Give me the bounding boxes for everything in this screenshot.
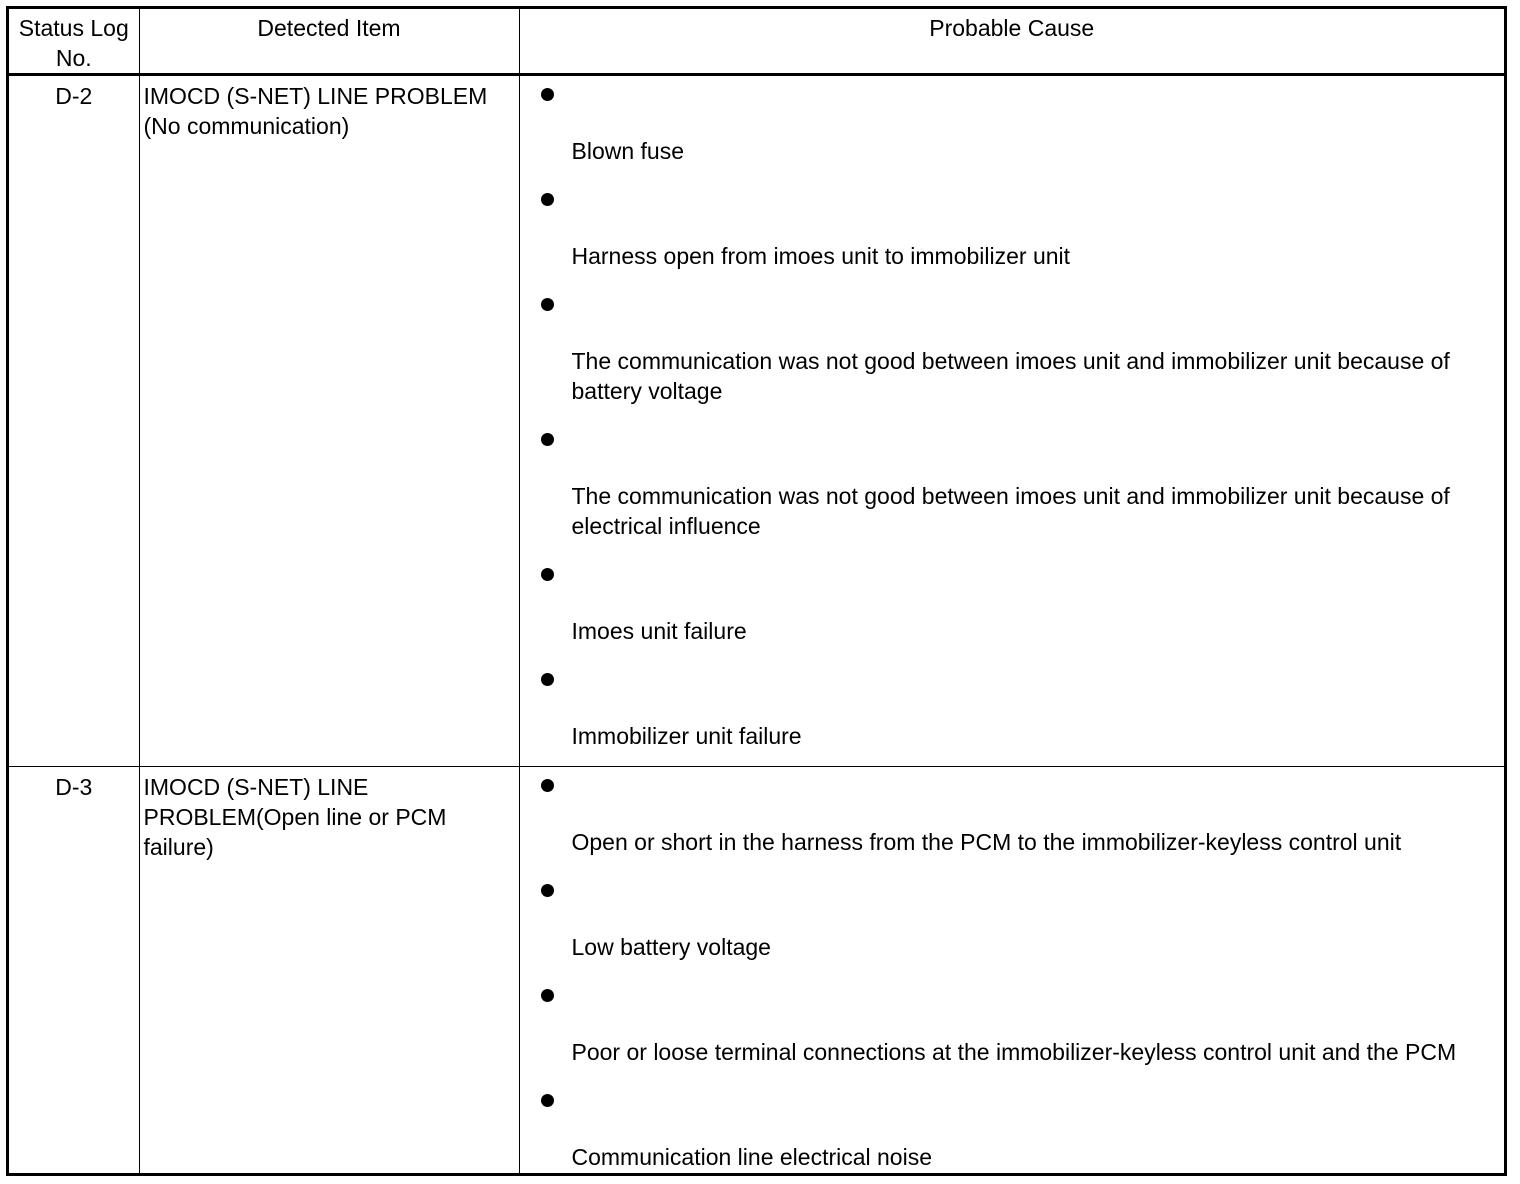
cause-text: Poor or loose terminal connections at the immobilizer-keyless control unit and the PCM <box>571 1039 1457 1065</box>
bullet-icon <box>541 298 554 311</box>
cause-text: Low battery voltage <box>571 934 771 960</box>
cause-item <box>520 767 1505 872</box>
bullet-icon <box>541 433 554 446</box>
header-status-log-no: Status Log No. <box>9 9 139 75</box>
cause-list <box>520 767 1505 1176</box>
cause-list <box>520 76 1505 766</box>
cause-item <box>520 76 1505 181</box>
cause-text: Communication line electrical noise <box>571 1144 932 1170</box>
status-log-no-cell: D-2 <box>9 75 139 767</box>
bullet-icon <box>541 673 554 686</box>
header-probable-cause: Probable Cause <box>519 9 1504 75</box>
cause-text: The communication was not good between imoes unit and immobilizer unit because of battery voltage <box>571 348 1450 404</box>
cause-text: Open or short in the harness from the PCM to the immobilizer-keyless control unit <box>571 829 1402 855</box>
cause-item <box>520 181 1505 286</box>
detected-item-cell: IMOCD (S-NET) LINE PROBLEM (No communication) <box>139 75 519 767</box>
cause-item <box>520 1082 1505 1176</box>
cause-item <box>520 977 1505 1082</box>
probable-cause-cell <box>519 75 1504 767</box>
cause-item <box>520 286 1505 421</box>
bullet-icon <box>541 779 554 792</box>
bullet-icon <box>541 989 554 1002</box>
cause-item <box>520 421 1505 556</box>
table-row <box>9 75 1504 767</box>
table-header-row <box>9 9 1504 75</box>
cause-item <box>520 872 1505 977</box>
bullet-icon <box>541 568 554 581</box>
cause-text: The communication was not good between imoes unit and immobilizer unit because of electrical influence <box>571 483 1450 539</box>
status-log-no-cell: D-3 <box>55 774 93 800</box>
cause-item <box>520 556 1505 661</box>
probable-cause-cell <box>519 767 1504 1177</box>
status-log-table <box>9 9 1504 1176</box>
cause-text: Imoes unit failure <box>571 618 747 644</box>
header-detected-item: Detected Item <box>139 9 519 75</box>
cause-item <box>520 661 1505 766</box>
cause-text: Immobilizer unit failure <box>571 723 802 749</box>
bullet-icon <box>541 884 554 897</box>
cause-text: Harness open from imoes unit to immobilizer unit <box>571 243 1071 269</box>
bullet-icon <box>541 193 554 206</box>
bullet-icon <box>541 1094 554 1107</box>
table-row <box>9 767 1504 1177</box>
detected-item-cell: IMOCD (S-NET) LINE PROBLEM(Open line or PCM failure) <box>139 767 519 1177</box>
cause-text: Blown fuse <box>571 138 685 164</box>
document-page <box>6 6 1507 1176</box>
bullet-icon <box>541 88 554 101</box>
